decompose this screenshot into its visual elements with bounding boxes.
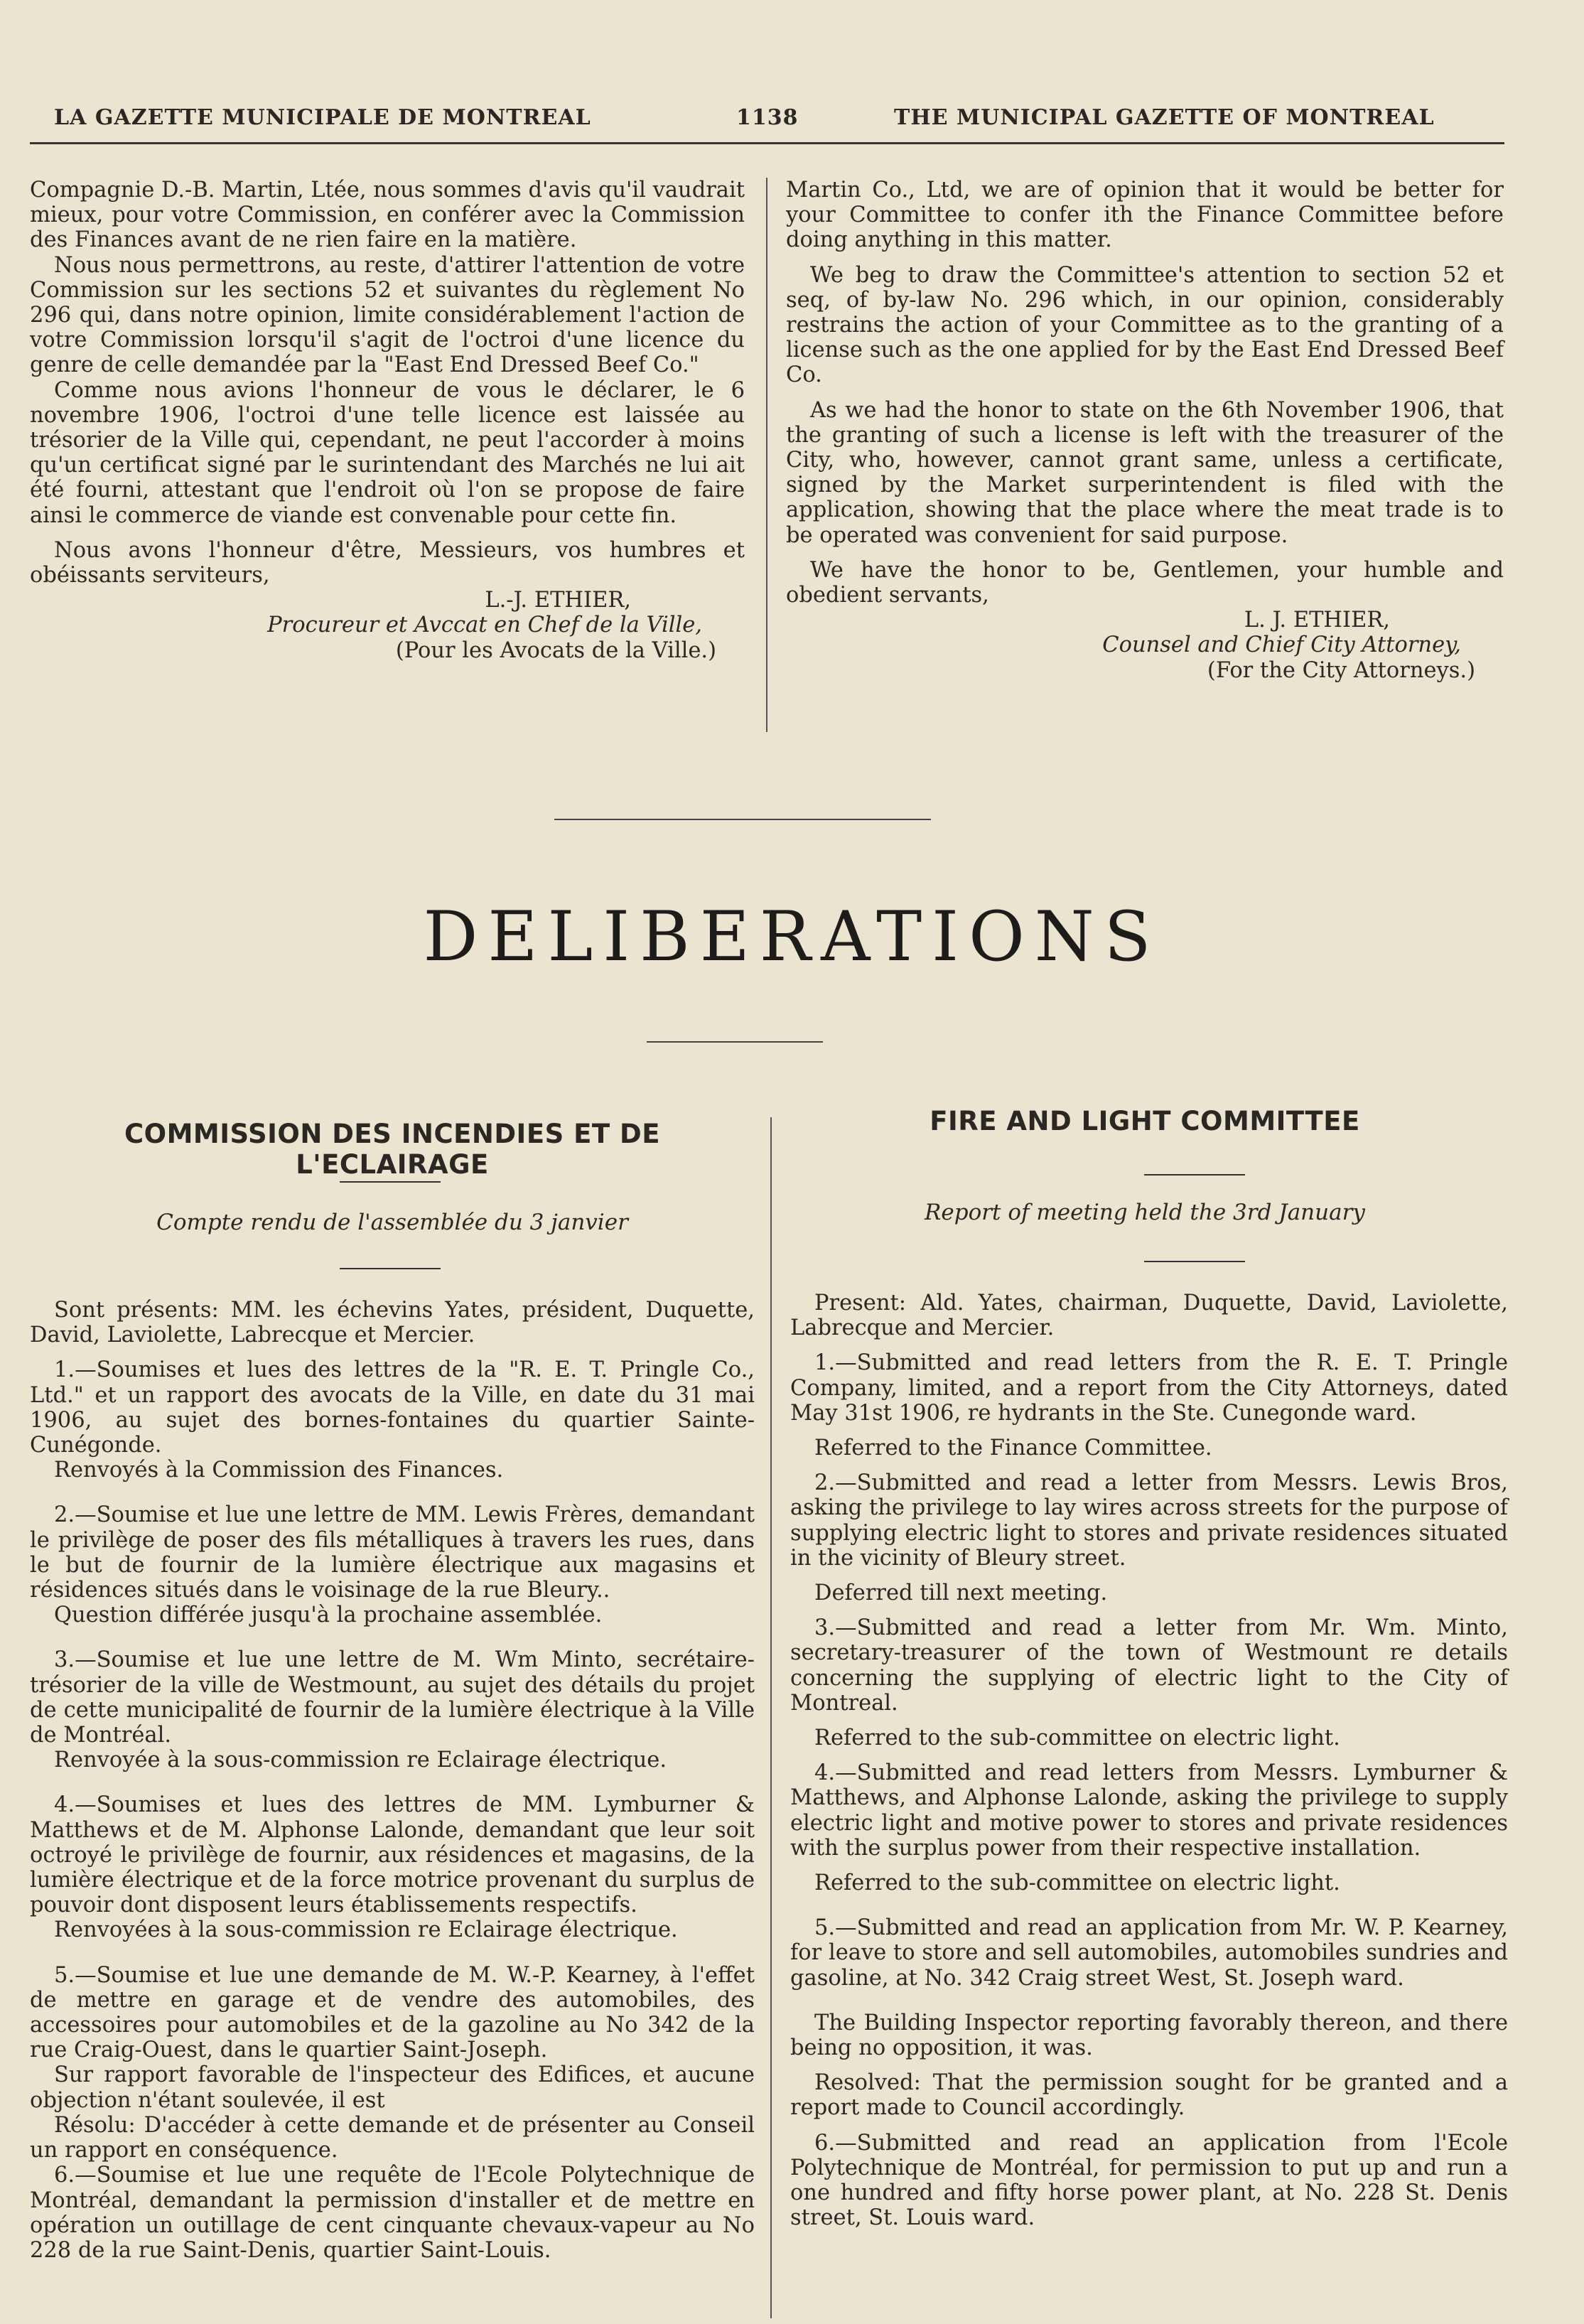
header-rule (30, 142, 1504, 144)
paragraph: 5.—Submitted and read an application from Mr. W. P. Kearney, for leave to store and sell automobiles, automobiles sundries and gasoline, at No. 342 Craig street West, St. Joseph ward. (790, 1915, 1508, 1991)
paragraph: Martin Co., Ltd, we are of opinion that it would be better for your Committee to confer ith the Finance Committee before doing anything in this matter. (786, 178, 1504, 253)
paragraph: Nous avons l'honneur d'être, Messieurs, vos humbres et obéissants serviteurs, (30, 537, 745, 588)
signature-subtitle: (For the City Attorneys.) (1207, 657, 1475, 683)
paragraph: Referred to the sub-committee on electric light. (814, 1726, 1340, 1751)
paragraph: We have the honor to be, Gentlemen, your humble and obedient servants, (786, 557, 1504, 608)
paragraph: 2.—Submitted and read a letter from Messrs. Lewis Bros, asking the privilege to lay wires across streets for the purpose of supplying electric light to stores and private residences situated in the vicinity of Bleury street. (790, 1470, 1508, 1571)
paragraph: Referred to the sub-committee on electric light. (814, 1871, 1340, 1896)
section-title: DELIBERATIONS (423, 897, 1161, 977)
short-rule (340, 1268, 441, 1269)
paragraph: As we had the honor to state on the 6th November 1906, that the granting of such a license is left with the treasurer of the City, who, however, cannot grant same, unless a certificate, signed by the Market surperintendent is filed with the application, showing that the place where the meat trade is to be operated was convenient for said purpose. (786, 397, 1504, 548)
paragraph: 1.—Soumises et lues des lettres de la "R. E. T. Pringle Co., Ltd." et un rapport des avocats de la Ville, en date du 31 mai 1906, au sujet des bornes-fontaines du quartier Sainte-Cunégonde. (30, 1357, 755, 1458)
paragraph: 5.—Soumise et lue une demande de M. W.-P. Kearney, à l'effet de mettre en garage et de vendre des automobiles, des accessoires pour automobiles et de la gazoline au No 342 de la rue Craig-Ouest, dans le quartier Saint-Joseph. (30, 1962, 755, 2063)
header-right-title: THE MUNICIPAL GAZETTE OF MONTREAL (894, 105, 1435, 130)
paragraph: Résolu: D'accéder à cette demande et de présenter au Conseil un rapport en conséquence. (30, 2112, 755, 2163)
paragraph: Comme nous avions l'honneur de vous le déclarer, le 6 novembre 1906, l'octroi d'une telle licence est laissée au trésorier de la Ville qui, cependant, ne peut l'accorder à moins qu'un certificat signé par le surintendant des Marchés ne lui ait été fourni, attestant que l'endroit où l'on se propose de faire ainsi le commerce de viande est convenable pour cette fin. (30, 377, 745, 528)
column-divider (770, 1117, 772, 2318)
paragraph: 4.—Soumises et lues des lettres de MM. Lymburner & Matthews et de M. Alphonse Lalonde, demandant que leur soit octroyé le privilège de fournir, aux résidences et magasins, de la lumière électrique et de la force motrice provenant du surplus de pouvoir dont disposent leurs établissements respectifs. (30, 1792, 755, 1918)
signature: L.-J. ETHIER, (485, 588, 631, 613)
english-subheading: Report of meeting held the 3rd January (925, 1200, 1365, 1225)
paragraph: Sont présents: MM. les échevins Yates, président, Duquette, David, Laviolette, Labrecque et Mercier. (30, 1298, 755, 1348)
short-rule (1144, 1261, 1245, 1262)
english-minutes-column (790, 1291, 1508, 2231)
paragraph: Renvoyées à la sous-commission re Eclairage électrique. (54, 1917, 678, 1943)
column-divider (766, 178, 767, 732)
header-left-title: LA GAZETTE MUNICIPALE DE MONTREAL (54, 105, 591, 130)
paragraph: Renvoyée à la sous-commission re Eclairage électrique. (54, 1748, 667, 1773)
paragraph: 4.—Submitted and read letters from Messrs. Lymburner & Matthews, and Alphonse Lalonde, asking the privilege to supply electric light and motive power to stores and private residences with the surplus power from their respective installation. (790, 1760, 1508, 1861)
signature-title: Procureur et Avccat en Chef de la Ville, (267, 613, 702, 638)
paragraph: The Building Inspector reporting favorably thereon, and there being no opposition, it was. (790, 2010, 1508, 2061)
paragraph: Compagnie D.-B. Martin, Ltée, nous sommes d'avis qu'il vaudrait mieux, pour votre Commission, en conférer avec la Commission des Finances avant de ne rien faire en la matière. (30, 178, 745, 253)
signature-title: Counsel and Chief City Attorney, (1102, 633, 1461, 658)
paragraph: 2.—Soumise et lue une lettre de MM. Lewis Frères, demandant le privilège de poser des fils métalliques à travers les rues, dans le but de fournir de la lumière électrique aux magasins et résidences situés dans le voisinage de la rue Bleury.. (30, 1502, 755, 1603)
paragraph: We beg to draw the Committee's attention to section 52 et seq, of by-law No. 296 which, in our opinion, considerably restrains the action of your Committee as to the granting of a license such as the one applied for by the East End Dressed Beef Co. (786, 262, 1504, 388)
title-rule-top (554, 819, 931, 820)
paragraph: 3.—Soumise et lue une lettre de M. Wm Minto, secrétaire-trésorier de la ville de Westmount, au sujet des détails du projet de cette municipalité de fournir de la lumière électrique à la Ville de Montréal. (30, 1647, 755, 1748)
paragraph: Referred to the Finance Committee. (814, 1436, 1212, 1461)
paragraph: Nous nous permettrons, au reste, d'attirer l'attention de votre Commission sur les sections 52 et suivantes du règlement No 296 qui, dans notre opinion, limite considérablement l'action de votre Commission lorsqu'il s'agit de l'octroi d'une licence du genre de celle demandée par la "East End Dressed Beef Co." (30, 252, 745, 378)
paragraph: 6.—Submitted and read an application from l'Ecole Polytechnique de Montréal, for permission to put up and run a one hundred and fifty horse power plant, at No. 228 St. Denis street, St. Louis ward. (790, 2130, 1508, 2231)
paragraph: 1.—Submitted and read letters from the R. E. T. Pringle Company, limited, and a report from the City Attorneys, dated May 31st 1906, re hydrants in the Ste. Cunegonde ward. (790, 1350, 1508, 1426)
french-subheading: Compte rendu de l'assemblée du 3 janvier (156, 1210, 628, 1235)
french-minutes-column (30, 1298, 755, 2263)
paragraph: Present: Ald. Yates, chairman, Duquette, David, Laviolette, Labrecque and Mercier. (790, 1291, 1508, 1341)
title-rule-bottom (647, 1041, 823, 1043)
paragraph: Sur rapport favorable de l'inspecteur des Edifices, et aucune objection n'étant soulevée, il est (30, 2062, 755, 2113)
signature: L. J. ETHIER, (1244, 608, 1390, 633)
paragraph: Deferred till next meeting. (814, 1581, 1108, 1606)
french-section-heading: COMMISSION DES INCENDIES ET DE L'ECLAIRAGE (124, 1119, 661, 1180)
paragraph: 3.—Submitted and read a letter from Mr. Wm. Minto, secretary-treasurer of the town of Westmount re details concerning the supplying of electric light to the City of Montreal. (790, 1615, 1508, 1716)
english-section-heading: FIRE AND LIGHT COMMITTEE (930, 1106, 1360, 1136)
page-number: 1138 (736, 105, 799, 130)
short-rule (1144, 1174, 1245, 1176)
paragraph: 6.—Soumise et lue une requête de l'Ecole Polytechnique de Montréal, demandant la permission d'installer et de mettre en opération un outillage de cent cinquante chevaux-vapeur au No 228 de la rue Saint-Denis, quartier Saint-Louis. (30, 2163, 755, 2263)
paragraph: Resolved: That the permission sought for be granted and a report made to Council accordingly. (790, 2070, 1508, 2121)
paragraph: Question différée jusqu'à la prochaine assemblée. (54, 1603, 603, 1628)
short-rule (340, 1181, 441, 1183)
paragraph: Renvoyés à la Commission des Finances. (54, 1458, 504, 1483)
top-english-column (786, 178, 1504, 683)
signature-subtitle: (Pour les Avocats de la Ville.) (395, 638, 716, 663)
top-french-column (30, 178, 745, 663)
